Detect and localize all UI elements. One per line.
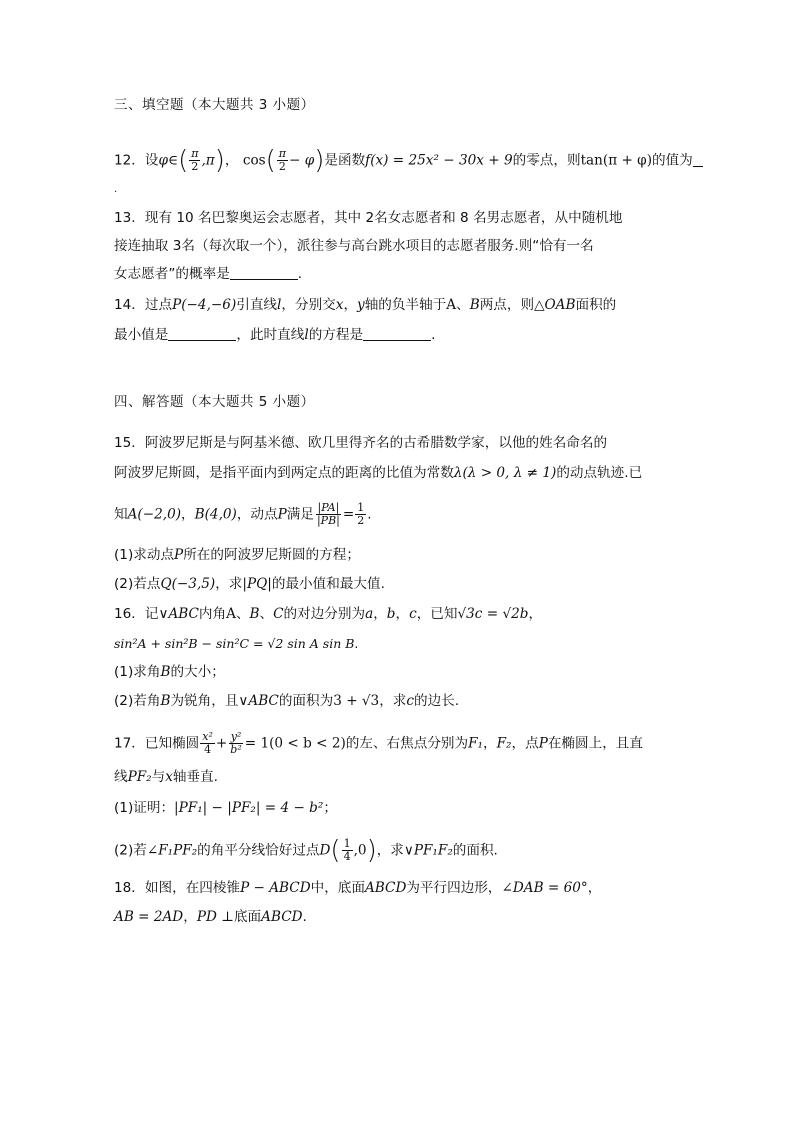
question-18-line-1: 18．如图，在四棱锥P − ABCD中，底面ABCD为平行四边形，∠DAB = 60°， (114, 880, 602, 896)
question-12: 12．设φ∈( $\frac{\pi}{2}$ ,π)， cos( $\frac{\pi}{2}$ − φ)是函数f(x) = 25x² − 30x + 9的零点，则tan(π + φ)的值为 (114, 148, 703, 173)
ratio-fraction: $\frac{|PA|}{|PB|}$ (316, 501, 340, 527)
question-16-part-2: (2)若角B为锐角，且∨ABC的面积为3 + √3，求c的边长. (114, 693, 460, 709)
question-17-line-2: 线PF₂与x轴垂直. (114, 769, 218, 785)
question-15-part-1: (1)求动点P所在的阿波罗尼斯圆的方程； (114, 547, 360, 563)
exam-page: 三、填空题（本大题共 3 小题） 12．设φ∈( $\frac{\pi}{2}$ ,π)， cos( $\frac{\pi}{2}$ − φ)是函数f(x) = 25x² − 30x + 9的零点，则tan(π + φ)的值为 . 13．现有 10 名巴黎奥运会志愿者，其中 2名女志愿者和 8 名男志愿者，从中随机地 接连抽取 3名（每次取一个），派往参与高台跳水项目的志愿者服务.则“恰有一名 女志愿者”的概率是 . 14．过点P(−4,−6)引直线l，分别交x，y轴的负半轴于A、B两点，则△OAB面积的 最小值是 ，此时直线l的方程是 . 四、解答题（本大题共 5 小题） 15．阿波罗尼斯是与阿基米德、欧几里得齐名的古希腊数学家，以他的姓名命名的 阿波罗尼斯圆，是指平面内到两定点的距离的比值为常数λ(λ > 0, λ ≠ 1)的动点轨迹.已 知A(−2,0)，B(4,0)，动点P满足 $\frac{|PA|}{|PB|}$ = $\frac{1}{2}$ . (1)求动点P所在的阿波罗尼斯圆的方程； (2)若点Q(−3,5)，求|PQ|的最小值和最大值. 16．记∨ABC内角A、B、C的对边分别为a，b，c，已知√3c = √2b， sin²A + sin²B − sin²C = √2 sin A sin B. (1)求角B的大小； (2)若角B为锐角，且∨ABC的面积为3 + √3，求c的边长. 17．已知椭圆 $\frac{\text{x²}}{4}$ + $\frac{\text{y²}}{\text{b²}}$ = 1(0 < b < 2)的左、右焦点分别为F₁，F₂，点P在椭圆上，且直 线PF₂与x轴垂直. (1)证明：|PF₁| − |PF₂| = 4 − b²； (2)若∠F₁PF₂的角平分线恰好过点D( $\frac{1}{4}$ ,0)，求∨PF₁F₂的面积. 18．如图，在四棱锥P − ABCD中，底面ABCD为平行四边形，∠DAB = 60°， AB = 2AD，PD ⊥底面ABCD. (0, 0, 794, 1122)
question-16-equation: sin²A + sin²B − sin²C = √2 sin A sin B. (114, 636, 359, 651)
question-15-line-2: 阿波罗尼斯圆，是指平面内到两定点的距离的比值为常数λ(λ > 0, λ ≠ 1)的动点轨迹.已 (114, 465, 643, 481)
question-17-part-1: (1)证明：|PF₁| − |PF₂| = 4 − b²； (114, 800, 337, 816)
section-4-title: 四、解答题（本大题共 5 小题） (114, 394, 315, 410)
question-15-line-3: 知A(−2,0)，B(4,0)，动点P满足 $\frac{|PA|}{|PB|}$ = $\frac{1}{2}$ . (114, 501, 372, 527)
answer-blank-14b[interactable] (363, 326, 431, 341)
question-14-line-1: 14．过点P(−4,−6)引直线l，分别交x，y轴的负半轴于A、B两点，则△OAB面积的 (114, 297, 617, 313)
answer-blank-13[interactable] (230, 265, 298, 280)
section-3-title: 三、填空题（本大题共 3 小题） (114, 97, 315, 113)
question-15-line-1: 15．阿波罗尼斯是与阿基米德、欧几里得齐名的古希腊数学家，以他的姓名命名的 (114, 435, 608, 451)
question-16-part-1: (1)求角B的大小； (114, 664, 225, 680)
question-18-line-2: AB = 2AD，PD ⊥底面ABCD. (114, 909, 307, 925)
question-17-part-2: (2)若∠F₁PF₂的角平分线恰好过点D( $\frac{1}{4}$ ,0)，求∨PF₁F₂的面积. (114, 835, 498, 866)
pi-over-two: $\frac{\pi}{2}$ (191, 147, 199, 173)
question-13-line-2: 接连抽取 3名（每次取一个），派往参与高台跳水项目的志愿者服务.则“恰有一名 (114, 238, 594, 254)
question-16-line-1: 16．记∨ABC内角A、B、C的对边分别为a，b，c，已知√3c = √2b， (114, 606, 543, 622)
answer-blank-14a[interactable] (168, 326, 236, 341)
question-13-line-1: 13．现有 10 名巴黎奥运会志愿者，其中 2名女志愿者和 8 名男志愿者，从中随机地 (114, 210, 623, 226)
question-17-line-1: 17．已知椭圆 $\frac{\text{x²}}{4}$ + $\frac{\text{y²}}{\text{b²}}$ = 1(0 < b < 2)的左、右焦点分别为F₁，F₂，点P在椭圆上，且直 (114, 730, 643, 756)
question-13-line-3: 女志愿者”的概率是 . (114, 266, 303, 282)
question-15-part-2: (2)若点Q(−3,5)，求|PQ|的最小值和最大值. (114, 576, 385, 592)
question-14-line-2: 最小值是 ，此时直线l的方程是 . (114, 327, 436, 343)
answer-blank-12[interactable] (693, 152, 703, 167)
